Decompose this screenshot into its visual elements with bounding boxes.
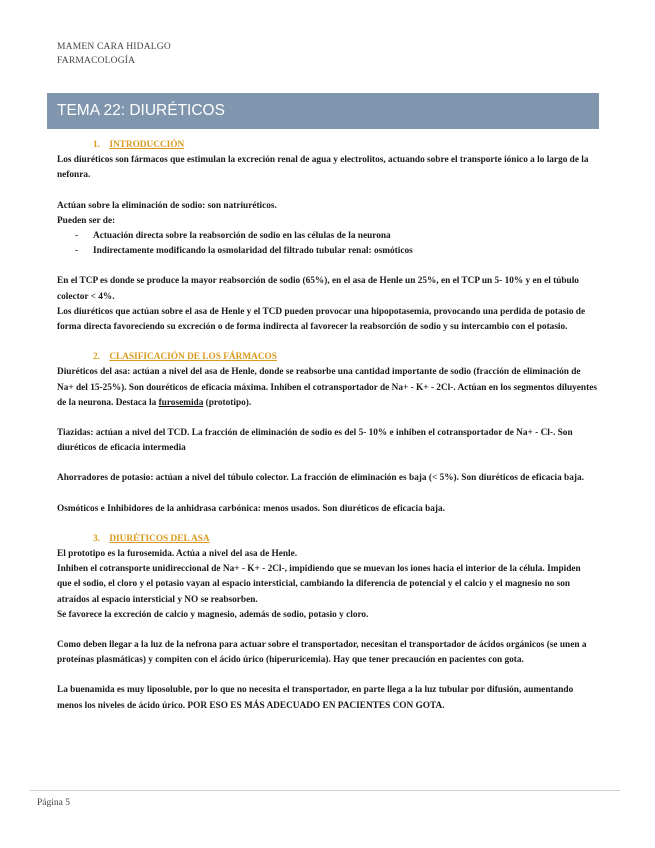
paragraph: Los diuréticos son fármacos que estimulan la excreción renal de agua y electrolitos, actuando sobre el transporte iónico a lo largo de la nefonra. [57,155,589,181]
section-heading-diureticos-asa [57,532,597,547]
paragraph: Inhiben el cotransporte unidireccional de Na+ - K+ - 2Cl-, impidiendo que se muevan los iones hacia el interior de la célula. Impiden que el sodio, el cloro y el potasio vayan al espacio intersticial, cambiando la diferencia de potencial y el calcio y el magnesio no son atraídos al espacio intersticial y NO se reabsorben. [57,564,581,605]
section-number: 2. [93,352,100,363]
section-number: 1. [93,140,100,150]
drug-name: furosemida [158,397,204,408]
document-header [57,40,171,68]
list-item: - Actuación directa sobre la reabsorción de sodio en las células de la neurona [75,229,597,244]
term-text: actúan a nivel del túbulo colector. La fracción de eliminación es baja (< 5%). Son diuréticos de eficacia baja. [153,473,584,484]
section-title: INTRODUCCIÓN [109,140,185,150]
paragraph: Los diuréticos que actúan sobre el asa de Henle y el TCD pueden provocar una hipopotasemia, provocando una perdida de potasio de forma directa favoreciendo su excreción o de forma indirecta al favorecer la reabsorción de sodio y su intercambio con el potasio. [57,306,586,333]
subject-name: FARMACOLOGÍA [57,56,136,66]
page-title: TEMA 22: DIURÉTICOS [47,93,599,129]
term-text: actúan a nivel del asa de Henle, donde se reabsorbe una cantidad importante de sodio (fracción de eliminación de Na+ del 15-25%). Son douréticos de eficacia máxima. Inhiben el cotransportador de Na+ - K+ - 2Cl-. Actúan en los segmentos diluyentes de la neurona. Destaca la [57,367,597,408]
term-lead: Diuréticos del asa: [57,367,131,378]
term-text: : menos usados. Son diuréticos de eficacia baja. [257,503,445,514]
author-name: MAMEN CARA HIDALGO [57,42,171,52]
footer-divider [30,790,620,791]
paragraph: Se favorece la excreción de calcio y magnesio, además de sodio, potasio y cloro. [57,609,369,620]
section-number: 3. [93,533,100,544]
section-title: DIURÉTICOS DEL ASA [109,533,210,544]
paragraph: La buenamida es muy liposoluble, por lo que no necesita el transportador, en parte llega a la luz tubular por difusión, aumentando menos los niveles de ácido úrico. POR ESO ES MÁS ADECUADO EN PACIENTES CON GOTA. [57,685,574,711]
paragraph: Pueden ser de: [57,215,116,226]
bullet-list [57,229,597,259]
paragraph-tiazidas [57,426,597,456]
term-lead: Osmóticos e Inhibidores de la anhidrasa carbónica [57,503,258,514]
page-number: Página 5 [37,798,70,808]
section-heading-clasificacion [57,350,597,365]
paragraph: En el TCP es donde se produce la mayor reabsorción de sodio (65%), en el asa de Henle un 25%, en el TCP un 5- 10% y en el túbulo colector < 4%. [57,276,579,302]
paragraph: Actúan sobre la eliminación de sodio: son natriuréticos. [57,200,277,211]
paragraph-diureticos-asa [57,365,597,411]
term-tail: (prototipo). [203,397,252,408]
term-text: actúan a nivel del TCD. La fracción de eliminación de sodio es del 5- 10% e inhiben el cotransportador de Na+ - Cl-. Son diuréticos de eficacia intermedia [57,428,573,454]
section-title: CLASIFICACIÓN DE LOS FÁRMACOS [109,352,277,363]
paragraph-ahorradores [57,471,597,486]
document-body [57,138,597,714]
term-lead: Tiazidas: [57,428,94,439]
paragraph: Como deben llegar a la luz de la nefrona para actuar sobre el transportador, necesitan el transportador de ácidos orgánicos (se unen a proteínas plasmáticas) y compiten con el ácido úrico (hiperuricemia). Hay que tener precaución en pacientes con gota. [57,640,587,666]
section-heading-introduccion [57,138,597,153]
paragraph-osmoticos [57,502,597,517]
term-lead: Ahorradores de potasio: [57,473,154,484]
list-item: - Indirectamente modificando la osmolaridad del filtrado tubular renal: osmóticos [75,244,597,259]
paragraph: El prototipo es la furosemida. Actúa a nivel del asa de Henle. [57,549,298,560]
